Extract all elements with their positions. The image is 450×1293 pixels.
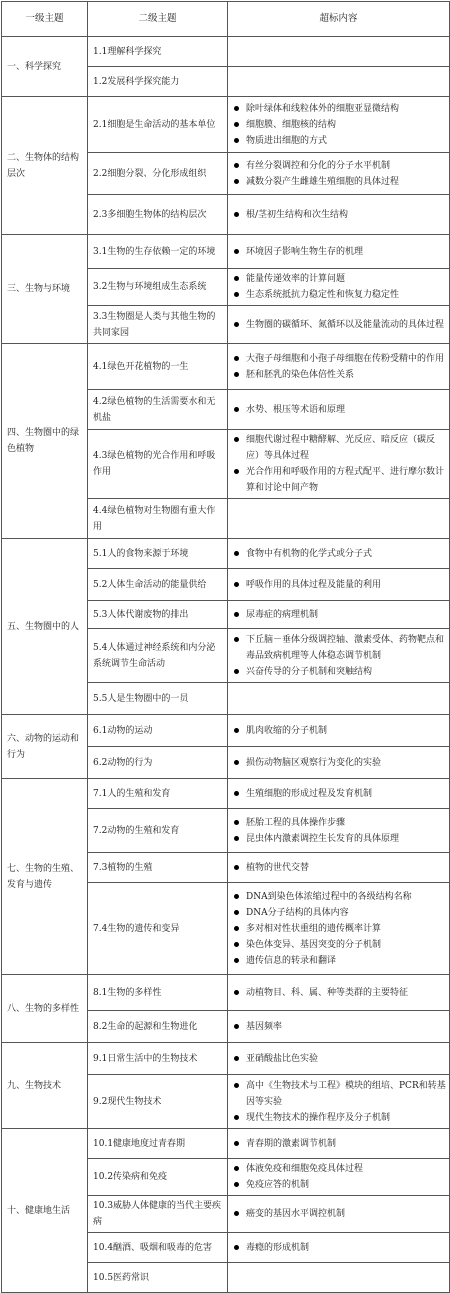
extra-content-cell: [228, 269, 450, 306]
extra-content-text: 除叶绿体和线粒体外的细胞亚显微结构: [246, 103, 400, 114]
extra-content-cell: [228, 195, 450, 235]
extra-content-cell: [228, 1011, 450, 1043]
bullet-icon: [234, 1166, 239, 1171]
extra-content-cell: [228, 1159, 450, 1196]
extra-content-text: 细胞代谢过程中糖酵解、光反应、暗反应（碳反应）等具体过程: [246, 435, 436, 461]
level1-topic: 十、健康地生活: [2, 1129, 88, 1293]
table-row: [2, 1043, 450, 1075]
level1-topic: 一、科学探究: [2, 37, 88, 97]
extra-content-text: 基因频率: [246, 1021, 283, 1032]
extra-content-text: 多对相对性状重组的遗传概率计算: [246, 923, 382, 934]
extra-content-text: 光合作用和呼吸作用的方程式配平、进行摩尔数计算和讨论中间产物: [246, 467, 445, 493]
extra-content-text: 毒瘾的形成机制: [246, 1242, 310, 1253]
list-item: [234, 815, 446, 831]
extra-content-text: 环境因子影响生物生存的机理: [246, 246, 364, 257]
extra-content-cell: [228, 853, 450, 883]
table-body: [2, 37, 450, 1293]
extra-content-text: 细胞膜、细胞核的结构: [246, 119, 337, 130]
header-level1: 一级主题: [2, 2, 88, 37]
level2-topic: 3.2生物与环境组成生态系统: [88, 269, 228, 306]
bullet-icon: [234, 106, 239, 111]
extra-content-text: 植物的世代交替: [246, 862, 310, 873]
level2-topic: 3.3生物圈是人类与其他生物的共同家园: [88, 306, 228, 344]
extra-content-text: 兴奋传导的分子机制和突触结构: [246, 666, 373, 677]
level2-topic: 10.3威胁人体健康的当代主要疾病: [88, 1196, 228, 1233]
bullet-icon: [234, 958, 239, 963]
level2-topic: 3.1生物的生存依赖一定的环境: [88, 235, 228, 269]
bullet-icon: [234, 865, 239, 870]
level1-topic: 二、生物体的结构层次: [2, 97, 88, 235]
table-row: [2, 539, 450, 569]
bullet-icon: [234, 1211, 239, 1216]
header-level2: 二级主题: [88, 2, 228, 37]
level2-topic: 4.1绿色开花植物的一生: [88, 344, 228, 390]
extra-content-text: 物质进出细胞的方式: [246, 135, 328, 146]
bullet-icon: [234, 292, 239, 297]
bullet-icon: [234, 322, 239, 327]
bullet-icon: [234, 926, 239, 931]
bullet-icon: [234, 894, 239, 899]
list-item: [234, 1019, 446, 1035]
extra-content-text: 尿毒症的病理机制: [246, 609, 319, 620]
extra-content-text: 染色体变异、基因突变的分子机制: [246, 939, 382, 950]
extra-content-text: 减数分裂产生雌雄生殖细胞的具体过程: [246, 176, 400, 187]
level2-topic: 7.1人的生殖和发育: [88, 779, 228, 809]
list-item: [234, 287, 446, 303]
level2-topic: 2.3多细胞生物体的结构层次: [88, 195, 228, 235]
extra-content-cell: [228, 747, 450, 779]
bullet-icon: [234, 469, 239, 474]
extra-content-cell: [228, 1075, 450, 1129]
level2-topic: 10.1健康地度过青春期: [88, 1129, 228, 1159]
level2-topic: 9.1日常生活中的生物技术: [88, 1043, 228, 1075]
bullet-icon: [234, 138, 239, 143]
bullet-icon: [234, 276, 239, 281]
bullet-icon: [234, 637, 239, 642]
bullet-icon: [234, 728, 239, 733]
level2-topic: 8.2生命的起源和生物进化: [88, 1011, 228, 1043]
list-item: [234, 1078, 446, 1110]
extra-content-text: 根/茎初生结构和次生结构: [246, 209, 349, 220]
extra-content-text: 亚硝酸盐比色实验: [246, 1053, 319, 1064]
list-item: [234, 271, 446, 287]
list-item: [234, 1136, 446, 1152]
extra-content-text: 青春期的激素调节机制: [246, 1138, 337, 1149]
list-item: [234, 937, 446, 953]
level1-topic: 五、生物圈中的人: [2, 539, 88, 715]
list-item: [234, 244, 446, 260]
level2-topic: 5.5人是生物圈中的一员: [88, 683, 228, 715]
table-row: [2, 1129, 450, 1159]
extra-content-cell: [228, 601, 450, 629]
level2-topic: 1.2发展科学探究能力: [88, 67, 228, 97]
list-item: [234, 664, 446, 680]
table-row: [2, 97, 450, 153]
list-item: [234, 723, 446, 739]
level2-topic: 2.2细胞分裂、分化形成组织: [88, 153, 228, 195]
extra-content-cell: [228, 344, 450, 390]
level2-topic: 5.3人体代谢废物的排出: [88, 601, 228, 629]
extra-content-cell: [228, 569, 450, 601]
extra-content-cell: [228, 975, 450, 1011]
level2-topic: 9.2现代生物技术: [88, 1075, 228, 1129]
bullet-icon: [234, 372, 239, 377]
extra-content-text: 癌变的基因水平调控机制: [246, 1209, 346, 1219]
level1-topic: 四、生物圈中的绿色植物: [2, 344, 88, 539]
bullet-icon: [234, 1083, 239, 1088]
extra-content-cell: [228, 539, 450, 569]
list-item: [234, 101, 446, 117]
bullet-icon: [234, 356, 239, 361]
level2-topic: 10.4酗酒、吸烟和吸毒的危害: [88, 1233, 228, 1263]
extra-content-text: 损伤动物脑区观察行为变化的实验: [246, 757, 382, 768]
bullet-icon: [234, 1056, 239, 1061]
list-item: [234, 860, 446, 876]
bullet-icon: [234, 163, 239, 168]
list-item: [234, 133, 446, 149]
list-item: [234, 1051, 446, 1067]
level2-topic: 8.1生物的多样性: [88, 975, 228, 1011]
extra-content-cell: [228, 67, 450, 97]
extra-content-text: 动植物目、科、属、种等类群的主要特征: [246, 987, 409, 998]
level2-topic: 4.2绿色植物的生活需要水和无机盐: [88, 390, 228, 430]
list-item: [234, 921, 446, 937]
level2-topic: 1.1理解科学探究: [88, 37, 228, 67]
list-item: [234, 158, 446, 174]
level1-topic: 八、生物的多样性: [2, 975, 88, 1043]
extra-content-text: 高中《生物技术与工程》模块的组培、PCR和转基因等实验: [246, 1080, 446, 1107]
level2-topic: 6.2动物的行为: [88, 747, 228, 779]
bullet-icon: [234, 669, 239, 674]
extra-content-cell: [228, 97, 450, 153]
extra-content-cell: [228, 715, 450, 747]
extra-content-text: 大孢子母细胞和小孢子母细胞在传粉受精中的作用: [246, 353, 445, 364]
extra-content-text: 生态系统抵抗力稳定性和恢复力稳定性: [246, 290, 400, 300]
extra-content-text: 体液免疫和细胞免疫具体过程: [246, 1164, 364, 1174]
list-item: [234, 889, 446, 905]
level2-topic: 2.1细胞是生命活动的基本单位: [88, 97, 228, 153]
extra-content-text: 现代生物技术的操作程序及分子机制: [246, 1112, 391, 1123]
table-row: [2, 715, 450, 747]
list-item: [234, 546, 446, 562]
bullet-icon: [234, 551, 239, 556]
list-item: [234, 432, 446, 464]
bullet-icon: [234, 179, 239, 184]
level2-topic: 5.4人体通过神经系统和内分泌系统调节生命活动: [88, 629, 228, 683]
list-item: [234, 632, 446, 664]
level1-topic: 七、生物的生殖、发育与遗传: [2, 779, 88, 975]
extra-content-text: 生殖细胞的形成过程及发育机制: [246, 788, 373, 799]
extra-content-text: 免疫应答的机制: [246, 1180, 310, 1190]
list-item: [234, 831, 446, 847]
bullet-icon: [234, 122, 239, 127]
level1-topic: 九、生物技术: [2, 1043, 88, 1129]
extra-content-text: 肌肉收缩的分子机制: [246, 725, 328, 736]
list-item: [234, 755, 446, 771]
table-row: [2, 344, 450, 390]
extra-content-cell: [228, 779, 450, 809]
extra-content-text: 水势、根压等术语和原理: [246, 404, 346, 415]
list-item: [234, 402, 446, 418]
extra-content-cell: [228, 430, 450, 499]
extra-content-cell: [228, 153, 450, 195]
bullet-icon: [234, 836, 239, 841]
level2-topic: 7.3植物的生殖: [88, 853, 228, 883]
bullet-icon: [234, 942, 239, 947]
bullet-icon: [234, 1182, 239, 1187]
extra-content-text: 遗传信息的转录和翻译: [246, 955, 337, 966]
level2-topic: 10.2传染病和免疫: [88, 1159, 228, 1196]
extra-content-cell: [228, 499, 450, 539]
list-item: [234, 464, 446, 496]
bullet-icon: [234, 820, 239, 825]
extra-content-cell: [228, 683, 450, 715]
header-extra-content: 超标内容: [228, 2, 450, 37]
list-item: [234, 1161, 446, 1177]
header-row: [2, 2, 450, 37]
extra-content-text: 胚和胚乳的染色体倍性关系: [246, 369, 355, 380]
extra-content-text: DNA分子结构的具体内容: [246, 907, 349, 918]
extra-content-text: 呼吸作用的具体过程及能量的利用: [246, 579, 382, 590]
bullet-icon: [234, 582, 239, 587]
level2-topic: 4.4绿色植物对生物圈有重大作用: [88, 499, 228, 539]
extra-content-text: 胚胎工程的具体操作步骤: [246, 817, 346, 828]
table-row: [2, 235, 450, 269]
list-item: [234, 207, 446, 223]
level2-topic: 7.2动物的生殖和发育: [88, 809, 228, 853]
list-item: [234, 1110, 446, 1126]
extra-content-text: 能量传递效率的计算问题: [246, 274, 346, 284]
level1-topic: 三、生物与环境: [2, 235, 88, 344]
level2-topic: 5.2人体生命活动的能量供给: [88, 569, 228, 601]
bullet-icon: [234, 212, 239, 217]
bullet-icon: [234, 1245, 239, 1250]
level2-topic: 7.4生物的遗传和变异: [88, 883, 228, 975]
list-item: [234, 577, 446, 593]
extra-content-cell: [228, 629, 450, 683]
extra-content-cell: [228, 1233, 450, 1263]
bullet-icon: [234, 1024, 239, 1029]
table-row: [2, 37, 450, 67]
list-item: [234, 117, 446, 133]
extra-content-cell: [228, 1129, 450, 1159]
level1-topic: 六、动物的运动和行为: [2, 715, 88, 779]
level2-topic: 6.1动物的运动: [88, 715, 228, 747]
bullet-icon: [234, 407, 239, 412]
list-item: [234, 174, 446, 190]
extra-content-text: 生物圈的碳循环、氮循环以及能量流动的具体过程: [246, 319, 445, 330]
list-item: [234, 985, 446, 1001]
extra-content-text: 食物中有机物的化学式或分子式: [246, 548, 373, 559]
bullet-icon: [234, 791, 239, 796]
extra-content-cell: [228, 1043, 450, 1075]
bullet-icon: [234, 612, 239, 617]
extra-content-cell: [228, 1263, 450, 1293]
list-item: [234, 905, 446, 921]
extra-content-cell: [228, 37, 450, 67]
list-item: [234, 607, 446, 623]
extra-content-cell: [228, 883, 450, 975]
list-item: [234, 786, 446, 802]
extra-content-text: 昆虫体内激素调控生长发育的具体原理: [246, 833, 400, 844]
curriculum-table: [1, 1, 450, 1293]
extra-content-cell: [228, 235, 450, 269]
extra-content-cell: [228, 1196, 450, 1233]
list-item: [234, 1177, 446, 1193]
extra-content-cell: [228, 390, 450, 430]
bullet-icon: [234, 249, 239, 254]
extra-content-cell: [228, 306, 450, 344]
list-item: [234, 367, 446, 383]
bullet-icon: [234, 760, 239, 765]
list-item: [234, 351, 446, 367]
list-item: [234, 1240, 446, 1256]
list-item: [234, 1206, 446, 1222]
table-row: [2, 779, 450, 809]
level2-topic: 10.5医药常识: [88, 1263, 228, 1293]
table-row: [2, 975, 450, 1011]
bullet-icon: [234, 1141, 239, 1146]
extra-content-text: 有丝分裂调控和分化的分子水平机制: [246, 160, 391, 171]
extra-content-cell: [228, 809, 450, 853]
level2-topic: 5.1人的食物来源于环境: [88, 539, 228, 569]
list-item: [234, 317, 446, 333]
list-item: [234, 953, 446, 969]
level2-topic: 4.3绿色植物的光合作用和呼吸作用: [88, 430, 228, 499]
bullet-icon: [234, 437, 239, 442]
bullet-icon: [234, 990, 239, 995]
bullet-icon: [234, 910, 239, 915]
extra-content-text: 下丘脑－垂体分级调控轴、激素受体、药物靶点和毒品致病机理等人体稳态调节机制: [246, 634, 445, 661]
bullet-icon: [234, 1115, 239, 1120]
extra-content-text: DNA到染色体浓缩过程中的各级结构名称: [246, 891, 412, 902]
